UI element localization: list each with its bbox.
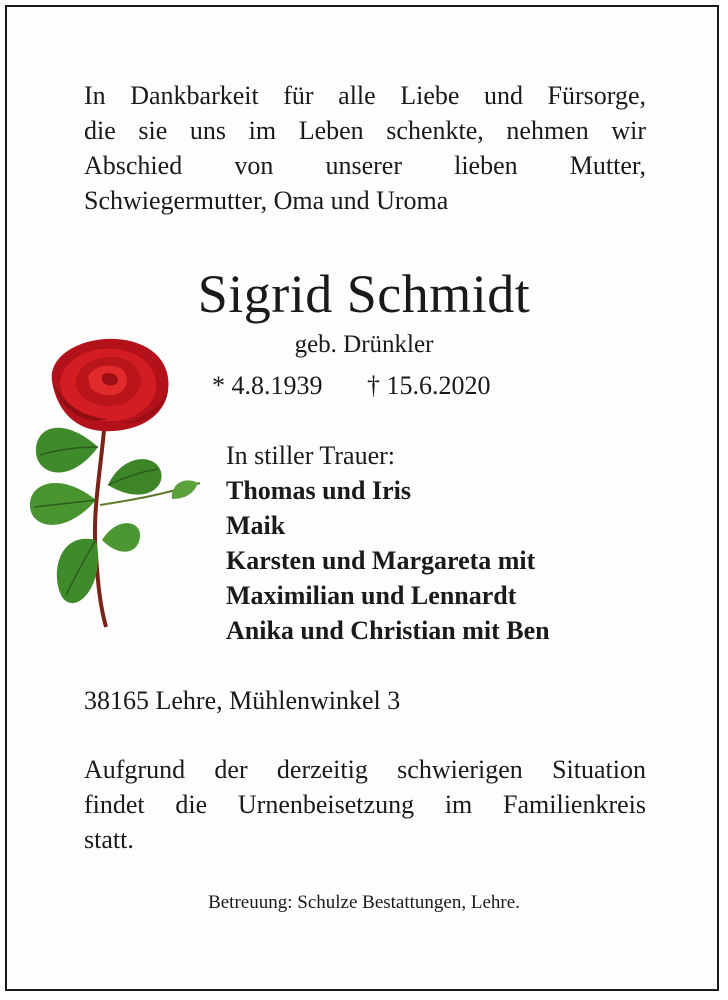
red-rose-icon <box>22 335 232 635</box>
funeral-home-credit: Betreuung: Schulze Bestattungen, Lehre. <box>208 892 520 913</box>
note-line: findet die Urnenbeisetzung im Familienkreis <box>84 790 646 819</box>
intro-line: Abschied von unserer lieben Mutter, <box>84 151 646 180</box>
intro-line: In Dankbarkeit für alle Liebe und Fürsorge, <box>84 81 646 110</box>
mourner-entry: Maik <box>226 511 286 540</box>
family-address: 38165 Lehre, Mühlenwinkel 3 <box>84 686 401 715</box>
mourner-entry: Maximilian und Lennardt <box>226 581 517 610</box>
mourners-list <box>226 438 686 648</box>
intro-text <box>84 78 646 218</box>
note-line: statt. <box>84 825 134 854</box>
intro-line: Schwiegermutter, Oma und Uroma <box>84 186 449 215</box>
mourner-entry: Thomas und Iris <box>226 476 411 505</box>
intro-line: die sie uns im Leben schenkte, nehmen wir <box>84 116 646 145</box>
birth-name: geb. Drünkler <box>294 331 434 358</box>
life-dates <box>212 370 491 402</box>
deceased-name: Sigrid Schmidt <box>197 264 531 324</box>
mourner-entry: Karsten und Margareta mit <box>226 546 536 575</box>
birth-date: * 4.8.1939 <box>212 371 323 400</box>
mourners-heading: In stiller Trauer: <box>226 441 395 470</box>
note-line: Aufgrund der derzeitig schwierigen Situation <box>84 755 646 784</box>
burial-note <box>84 752 646 857</box>
mourner-entry: Anika und Christian mit Ben <box>226 616 550 645</box>
death-date: † 15.6.2020 <box>367 371 491 400</box>
